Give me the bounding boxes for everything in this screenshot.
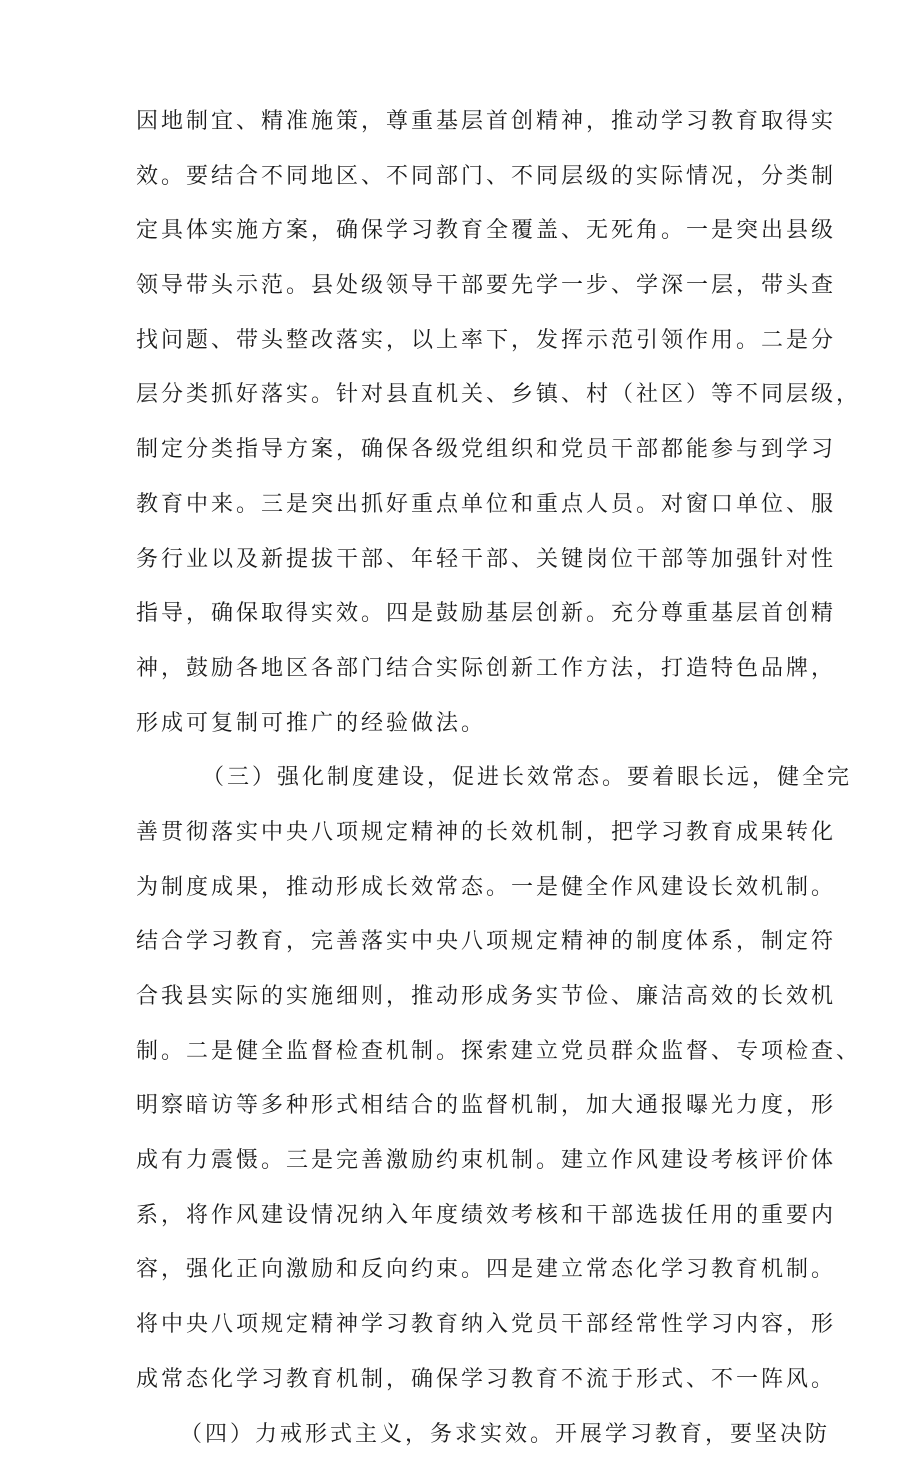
text-line: 为制度成果，推动形成长效常态。一是健全作风建设长效机制。 bbox=[136, 861, 796, 916]
text-line: 神，鼓励各地区各部门结合实际创新工作方法，打造特色品牌， bbox=[136, 642, 796, 697]
text-line: 制定分类指导方案，确保各级党组织和党员干部都能参与到学习 bbox=[136, 423, 796, 478]
text-line: 领导带头示范。县处级领导干部要先学一步、学深一层，带头查 bbox=[136, 259, 796, 314]
text-line: 因地制宜、精准施策，尊重基层首创精神，推动学习教育取得实 bbox=[136, 95, 796, 150]
text-line: 明察暗访等多种形式相结合的监督机制，加大通报曝光力度，形 bbox=[136, 1079, 796, 1134]
text-line: 合我县实际的实施细则，推动形成务实节俭、廉洁高效的长效机 bbox=[136, 970, 796, 1025]
text-line: 将中央八项规定精神学习教育纳入党员干部经常性学习内容，形 bbox=[136, 1298, 796, 1353]
text-line: 成有力震慑。三是完善激励约束机制。建立作风建设考核评价体 bbox=[136, 1134, 796, 1189]
text-line: 指导，确保取得实效。四是鼓励基层创新。充分尊重基层首创精 bbox=[136, 587, 796, 642]
text-line: 效。要结合不同地区、不同部门、不同层级的实际情况，分类制 bbox=[136, 150, 796, 205]
section-heading-line: （四）力戒形式主义，务求实效。开展学习教育，要坚决防 bbox=[136, 1408, 796, 1462]
text-line: 定具体实施方案，确保学习教育全覆盖、无死角。一是突出县级 bbox=[136, 204, 796, 259]
text-line: 层分类抓好落实。针对县直机关、乡镇、村（社区）等不同层级， bbox=[136, 368, 796, 423]
text-line: 容，强化正向激励和反向约束。四是建立常态化学习教育机制。 bbox=[136, 1243, 796, 1298]
text-line: 善贯彻落实中央八项规定精神的长效机制，把学习教育成果转化 bbox=[136, 806, 796, 861]
text-line: 成常态化学习教育机制，确保学习教育不流于形式、不一阵风。 bbox=[136, 1353, 796, 1408]
text-line: 结合学习教育，完善落实中央八项规定精神的制度体系，制定符 bbox=[136, 915, 796, 970]
text-line: 务行业以及新提拔干部、年轻干部、关键岗位干部等加强针对性 bbox=[136, 533, 796, 588]
text-line: 形成可复制可推广的经验做法。 bbox=[136, 697, 796, 752]
document-body bbox=[136, 95, 796, 1462]
text-line: 系，将作风建设情况纳入年度绩效考核和干部选拔任用的重要内 bbox=[136, 1189, 796, 1244]
text-line: 制。二是健全监督检查机制。探索建立党员群众监督、专项检查、 bbox=[136, 1025, 796, 1080]
text-line: 教育中来。三是突出抓好重点单位和重点人员。对窗口单位、服 bbox=[136, 478, 796, 533]
section-heading-line: （三）强化制度建设，促进长效常态。要着眼长远，健全完 bbox=[136, 751, 796, 806]
text-line: 找问题、带头整改落实，以上率下，发挥示范引领作用。二是分 bbox=[136, 314, 796, 369]
